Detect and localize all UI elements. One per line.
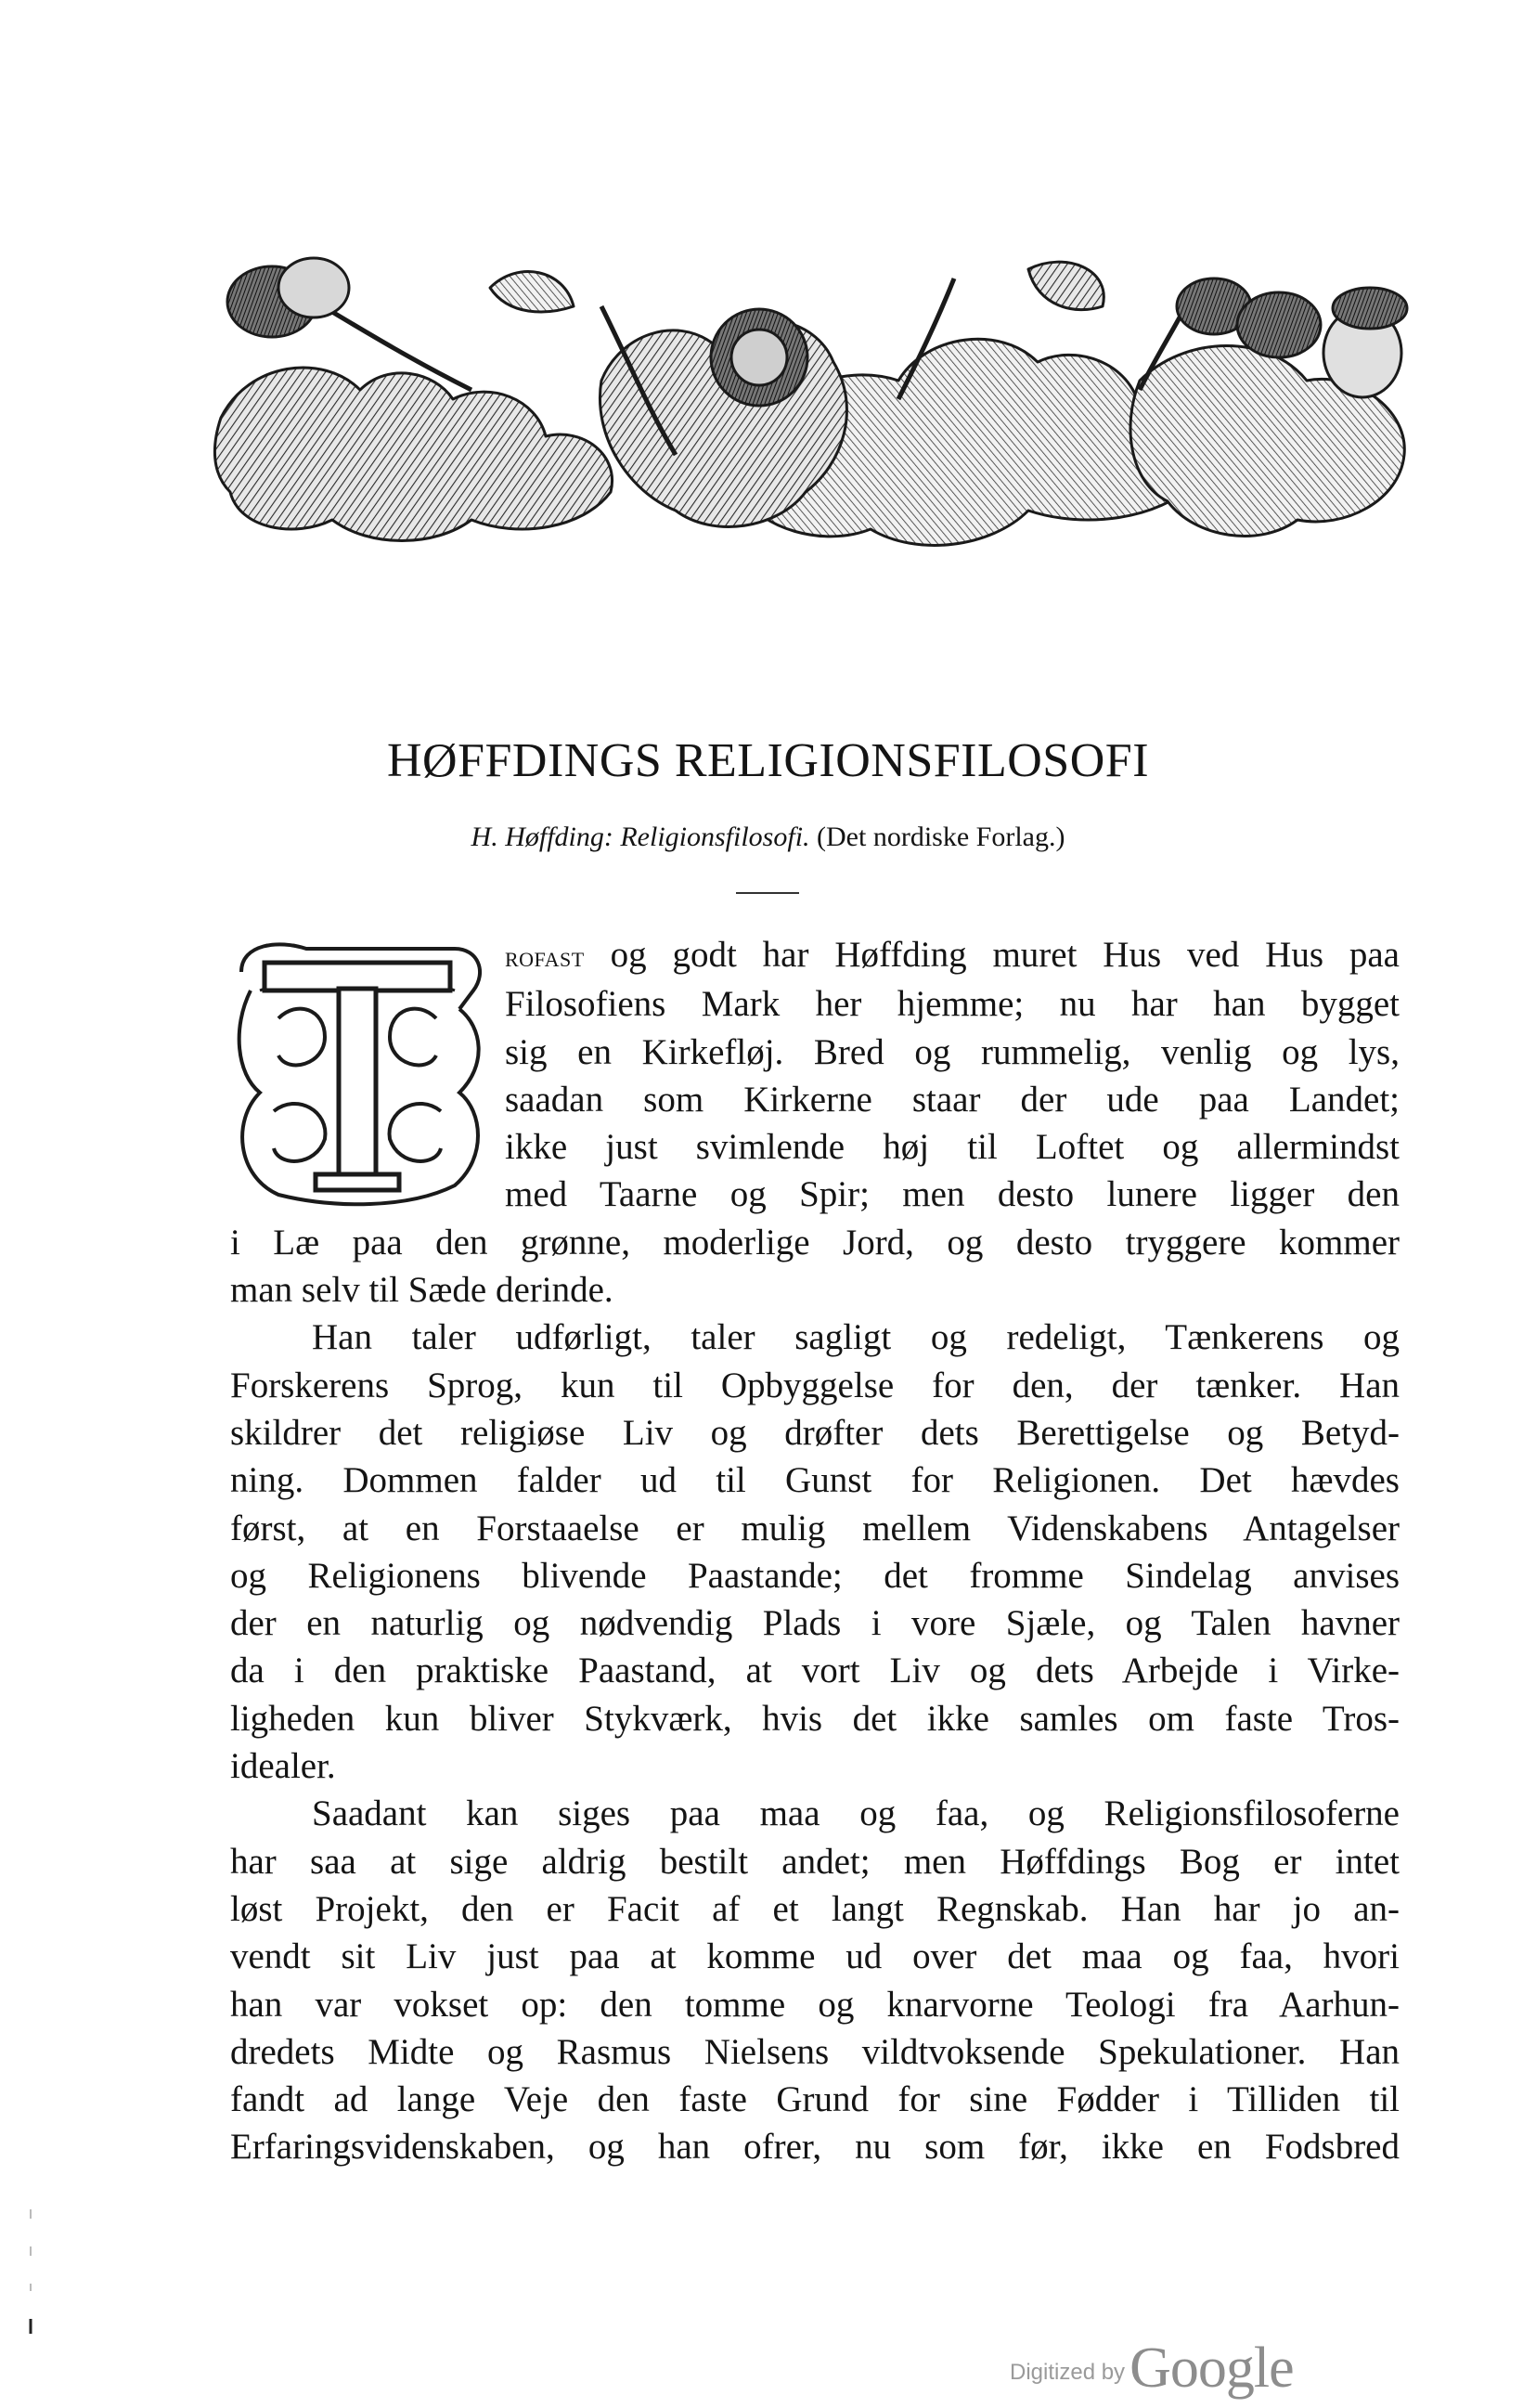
book-citation <box>0 822 1536 853</box>
paragraph-line: har saa at sige aldrig bestilt andet; men Høffdings Bog er intet <box>230 1841 1400 1882</box>
paragraph-line: Saadant kan siges paa maa og faa, og Religionsfilosoferne <box>312 1793 1400 1834</box>
paragraph-line: skildrer det religiøse Liv og drøfter dets Berettigelse og Betyd- <box>230 1412 1400 1453</box>
paragraph-line: idealer. <box>230 1746 336 1787</box>
paragraph-line: fandt ad lange Veje den faste Grund for sine Fødder i Tilliden til <box>230 2079 1400 2120</box>
digitized-by-google-watermark <box>1010 2336 1294 2402</box>
citation-author: H. Høffding: <box>471 822 613 852</box>
paragraph-line: løst Projekt, den er Facit af et langt Regnskab. Han har jo an- <box>230 1888 1400 1929</box>
article-body <box>230 931 1400 2171</box>
opening-word: rofast <box>505 939 585 973</box>
paragraph-line: Filosofiens Mark her hjemme; nu har han bygget <box>505 984 1400 1025</box>
paragraph-line: først, at en Forstaaelse er mulig mellem Videnskabens Antagelser <box>230 1508 1400 1548</box>
paragraph-line: Erfaringsvidenskaben, og han ofrer, nu som før, ikke en Fodsbred <box>230 2127 1400 2168</box>
paragraph-line: rofast og godt har Høffding muret Hus ved Hus paa <box>505 935 1400 975</box>
paragraph-line: man selv til Sæde derinde. <box>230 1270 613 1311</box>
paragraph-line: i Læ paa den grønne, moderlige Jord, og desto tryggere kommer <box>230 1222 1400 1262</box>
paragraph-line: ligheden kun bliver Stykværk, hvis det ikke samles om faste Tros- <box>230 1698 1400 1739</box>
digitized-by-label: Digitized by <box>1010 2360 1126 2385</box>
margin-scan-marks <box>28 2209 33 2339</box>
paragraph-line: vendt sit Liv just paa at komme ud over det maa og faa, hvori <box>230 1936 1400 1977</box>
paragraph-line: dredets Midte og Rasmus Nielsens vildtvoksende Spekulationer. Han <box>230 2031 1400 2072</box>
paragraph-line: Han taler udførligt, taler sagligt og redeligt, Tænkerens og <box>312 1317 1400 1358</box>
drop-cap-letter: T <box>356 1102 358 1103</box>
celtic-knot-initial-t-icon <box>223 935 492 1213</box>
article-title: HØFFDINGS RELIGIONSFILOSOFI <box>386 734 1150 787</box>
paragraph-line: han var vokset op: den tomme og knarvorne Teologi fra Aarhun- <box>230 1984 1400 2025</box>
citation-book: Religionsfilosofi. <box>620 822 810 852</box>
paragraph-line: sig en Kirkefløj. Bred og rummelig, venlig og lys, <box>505 1031 1400 1072</box>
paragraph-line: saadan som Kirkerne staar der ude paa Landet; <box>505 1079 1400 1120</box>
paragraph-line: med Taarne og Spir; men desto lunere ligger den <box>505 1174 1400 1215</box>
paragraph-line: ning. Dommen falder ud til Gunst for Religionen. Det hævdes <box>230 1460 1400 1501</box>
section-divider <box>736 892 799 894</box>
citation-publisher: (Det nordiske Forlag.) <box>817 822 1065 852</box>
google-logo: Google <box>1129 2337 1294 2400</box>
paragraph-line: ikke just svimlende høj til Loftet og allermindst <box>505 1127 1400 1168</box>
oak-acorn-ornament <box>212 251 1418 566</box>
paragraph-line: og Religionens blivende Paastande; det fromme Sindelag anvises <box>230 1555 1400 1596</box>
paragraph-line: da i den praktiske Paastand, at vort Liv og dets Arbejde i Virke- <box>230 1651 1400 1691</box>
paragraph-line: Forskerens Sprog, kun til Opbyggelse for den, der tænker. Han <box>230 1365 1400 1405</box>
paragraph-line: der en naturlig og nødvendig Plads i vore Sjæle, og Talen havner <box>230 1603 1400 1644</box>
